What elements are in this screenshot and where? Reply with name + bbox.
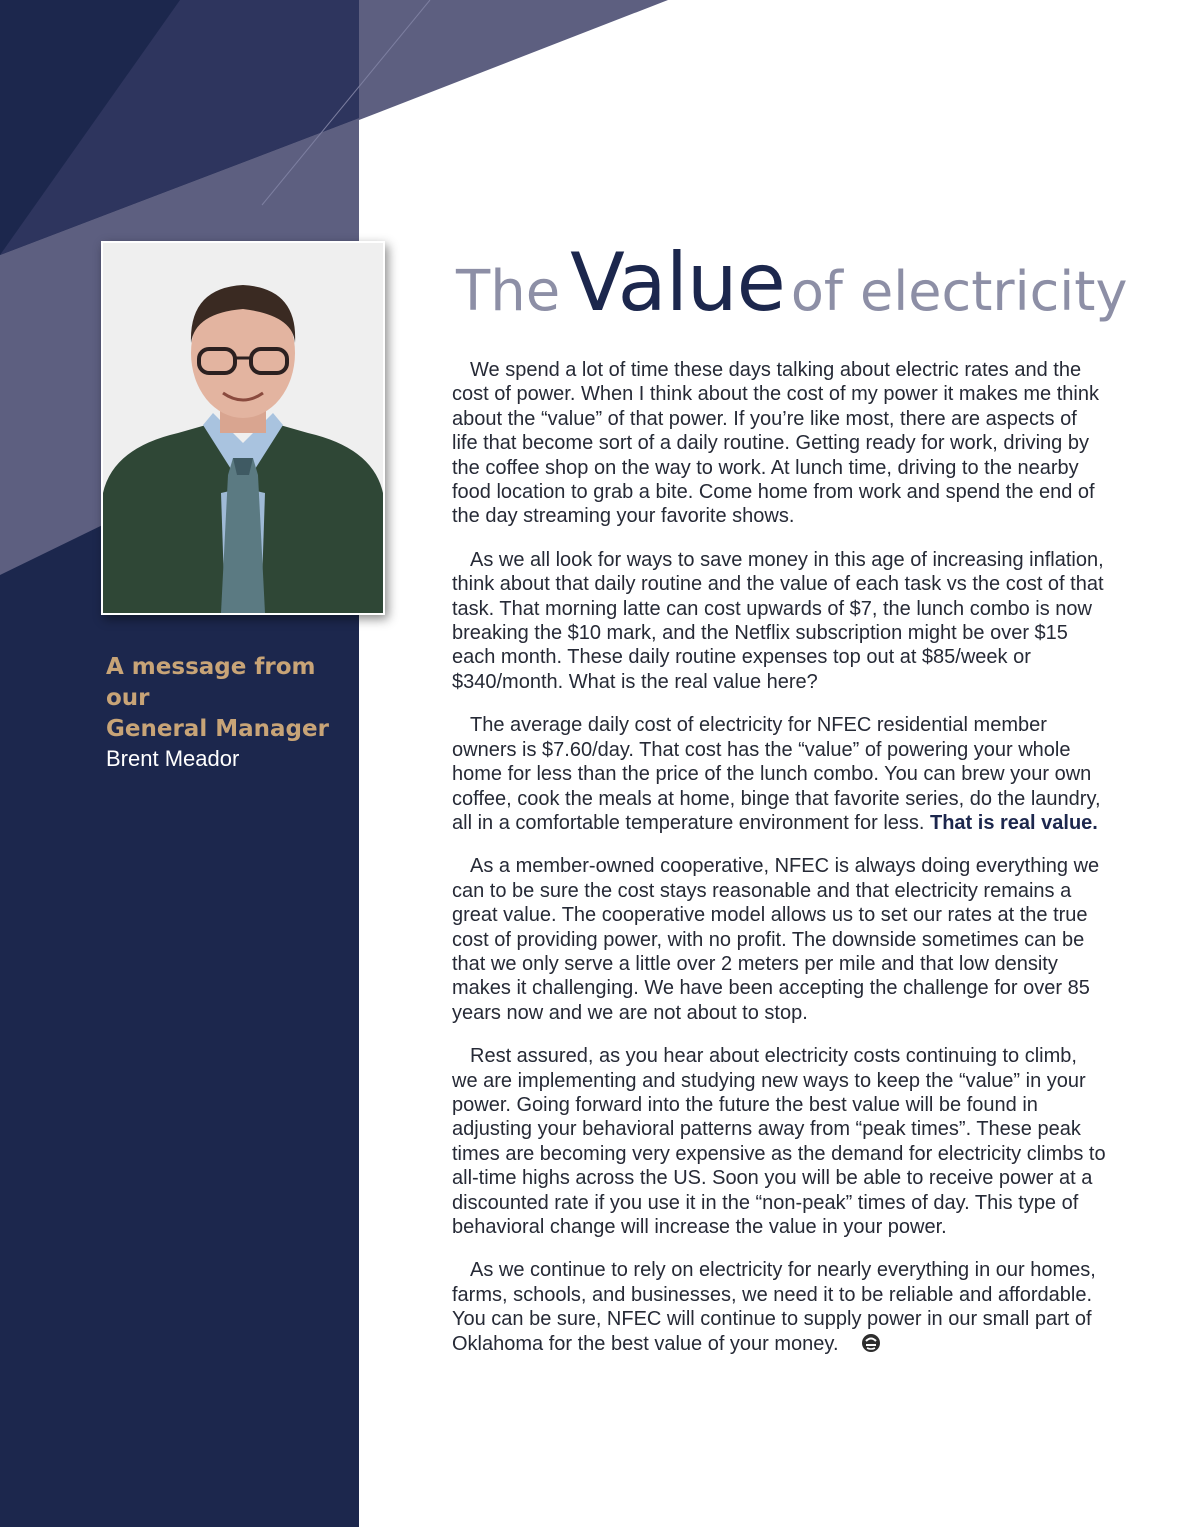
caption-heading-line2: General Manager	[106, 716, 329, 742]
portrait-photo	[101, 241, 385, 615]
title-rest: of electricity	[790, 260, 1128, 323]
paragraph-6-text: As we continue to rely on electricity for nearly everything in our homes, farms, schools, and businesses, we need it to be reliable and affordable. You can be sure, NFEC will continue to supply power in our small part of Oklahoma for the best value of your money.	[452, 1259, 1096, 1355]
article-body	[452, 358, 1106, 1375]
article-paragraph-4: As a member-owned cooperative, NFEC is always doing everything we can to be sure the cost stays reasonable and that electricity remains a great value. The cooperative model allows us to set our rates at the true cost of providing power, with no profit. The downside sometimes can be that we only serve a little over 2 meters per mile and that low density makes it challenging. We have been accepting the challenge for over 85 years now and we are not about to stop.	[452, 855, 1100, 1024]
caption-block	[106, 652, 356, 773]
slate-band-top	[359, 0, 668, 120]
title-the: The	[456, 259, 561, 324]
caption-heading	[106, 652, 356, 745]
title-value: Value	[570, 236, 785, 329]
article-paragraph-1: We spend a lot of time these days talking about electric rates and the cost of power. When I think about the cost of my power it makes me think about the “value” of that power. If you’re like most, there are aspects of life that become sort of a daily routine. Getting ready for work, driving by the coffee shop on the way to work. At lunch time, driving to the nearby food location to grab a bite. Come home from work and spend the end of the day streaming your favorite shows.	[452, 359, 1099, 528]
page-title	[456, 236, 1127, 329]
coop-logo-icon	[843, 1333, 863, 1353]
paragraph-3-text: The average daily cost of electricity for NFEC residential member owners is $7.60/day. That cost has the “value” of powering your whole home for less than the price of the lunch combo. You can brew your own coffee, cook the meals at home, binge that favorite series, do the laundry, all in a comfortable temperature environment for less.	[452, 714, 1101, 834]
caption-heading-line1: A message from our	[106, 654, 316, 711]
article-paragraph-3	[452, 713, 1106, 835]
article-paragraph-2: As we all look for ways to save money in this age of increasing inflation, think about that daily routine and the value of each task vs the cost of that task. That morning latte can cost upwards of $7, the lunch combo is now breaking the $10 mark, and the Netflix subscription might be over $15 each month. These daily routine expenses top out at $85/week or $340/month. What is the real value here?	[452, 548, 1104, 693]
article-paragraph-6	[452, 1258, 1106, 1356]
paragraph-3-bold: That is real value.	[930, 811, 1098, 834]
author-name: Brent Meador	[106, 746, 240, 771]
article-paragraph-5: Rest assured, as you hear about electricity costs continuing to climb, we are implementing and studying new ways to keep the “value” in your power. Going forward into the future the best value will be found in adjusting your behavioral patterns away from “peak times”. These peak times are becoming very expensive as the demand for electricity climbs to all-time highs across the US. Soon you will be able to receive power at a discounted rate if you use it in the “non-peak” times of day. This type of behavioral change will increase the value in your power.	[452, 1045, 1106, 1238]
